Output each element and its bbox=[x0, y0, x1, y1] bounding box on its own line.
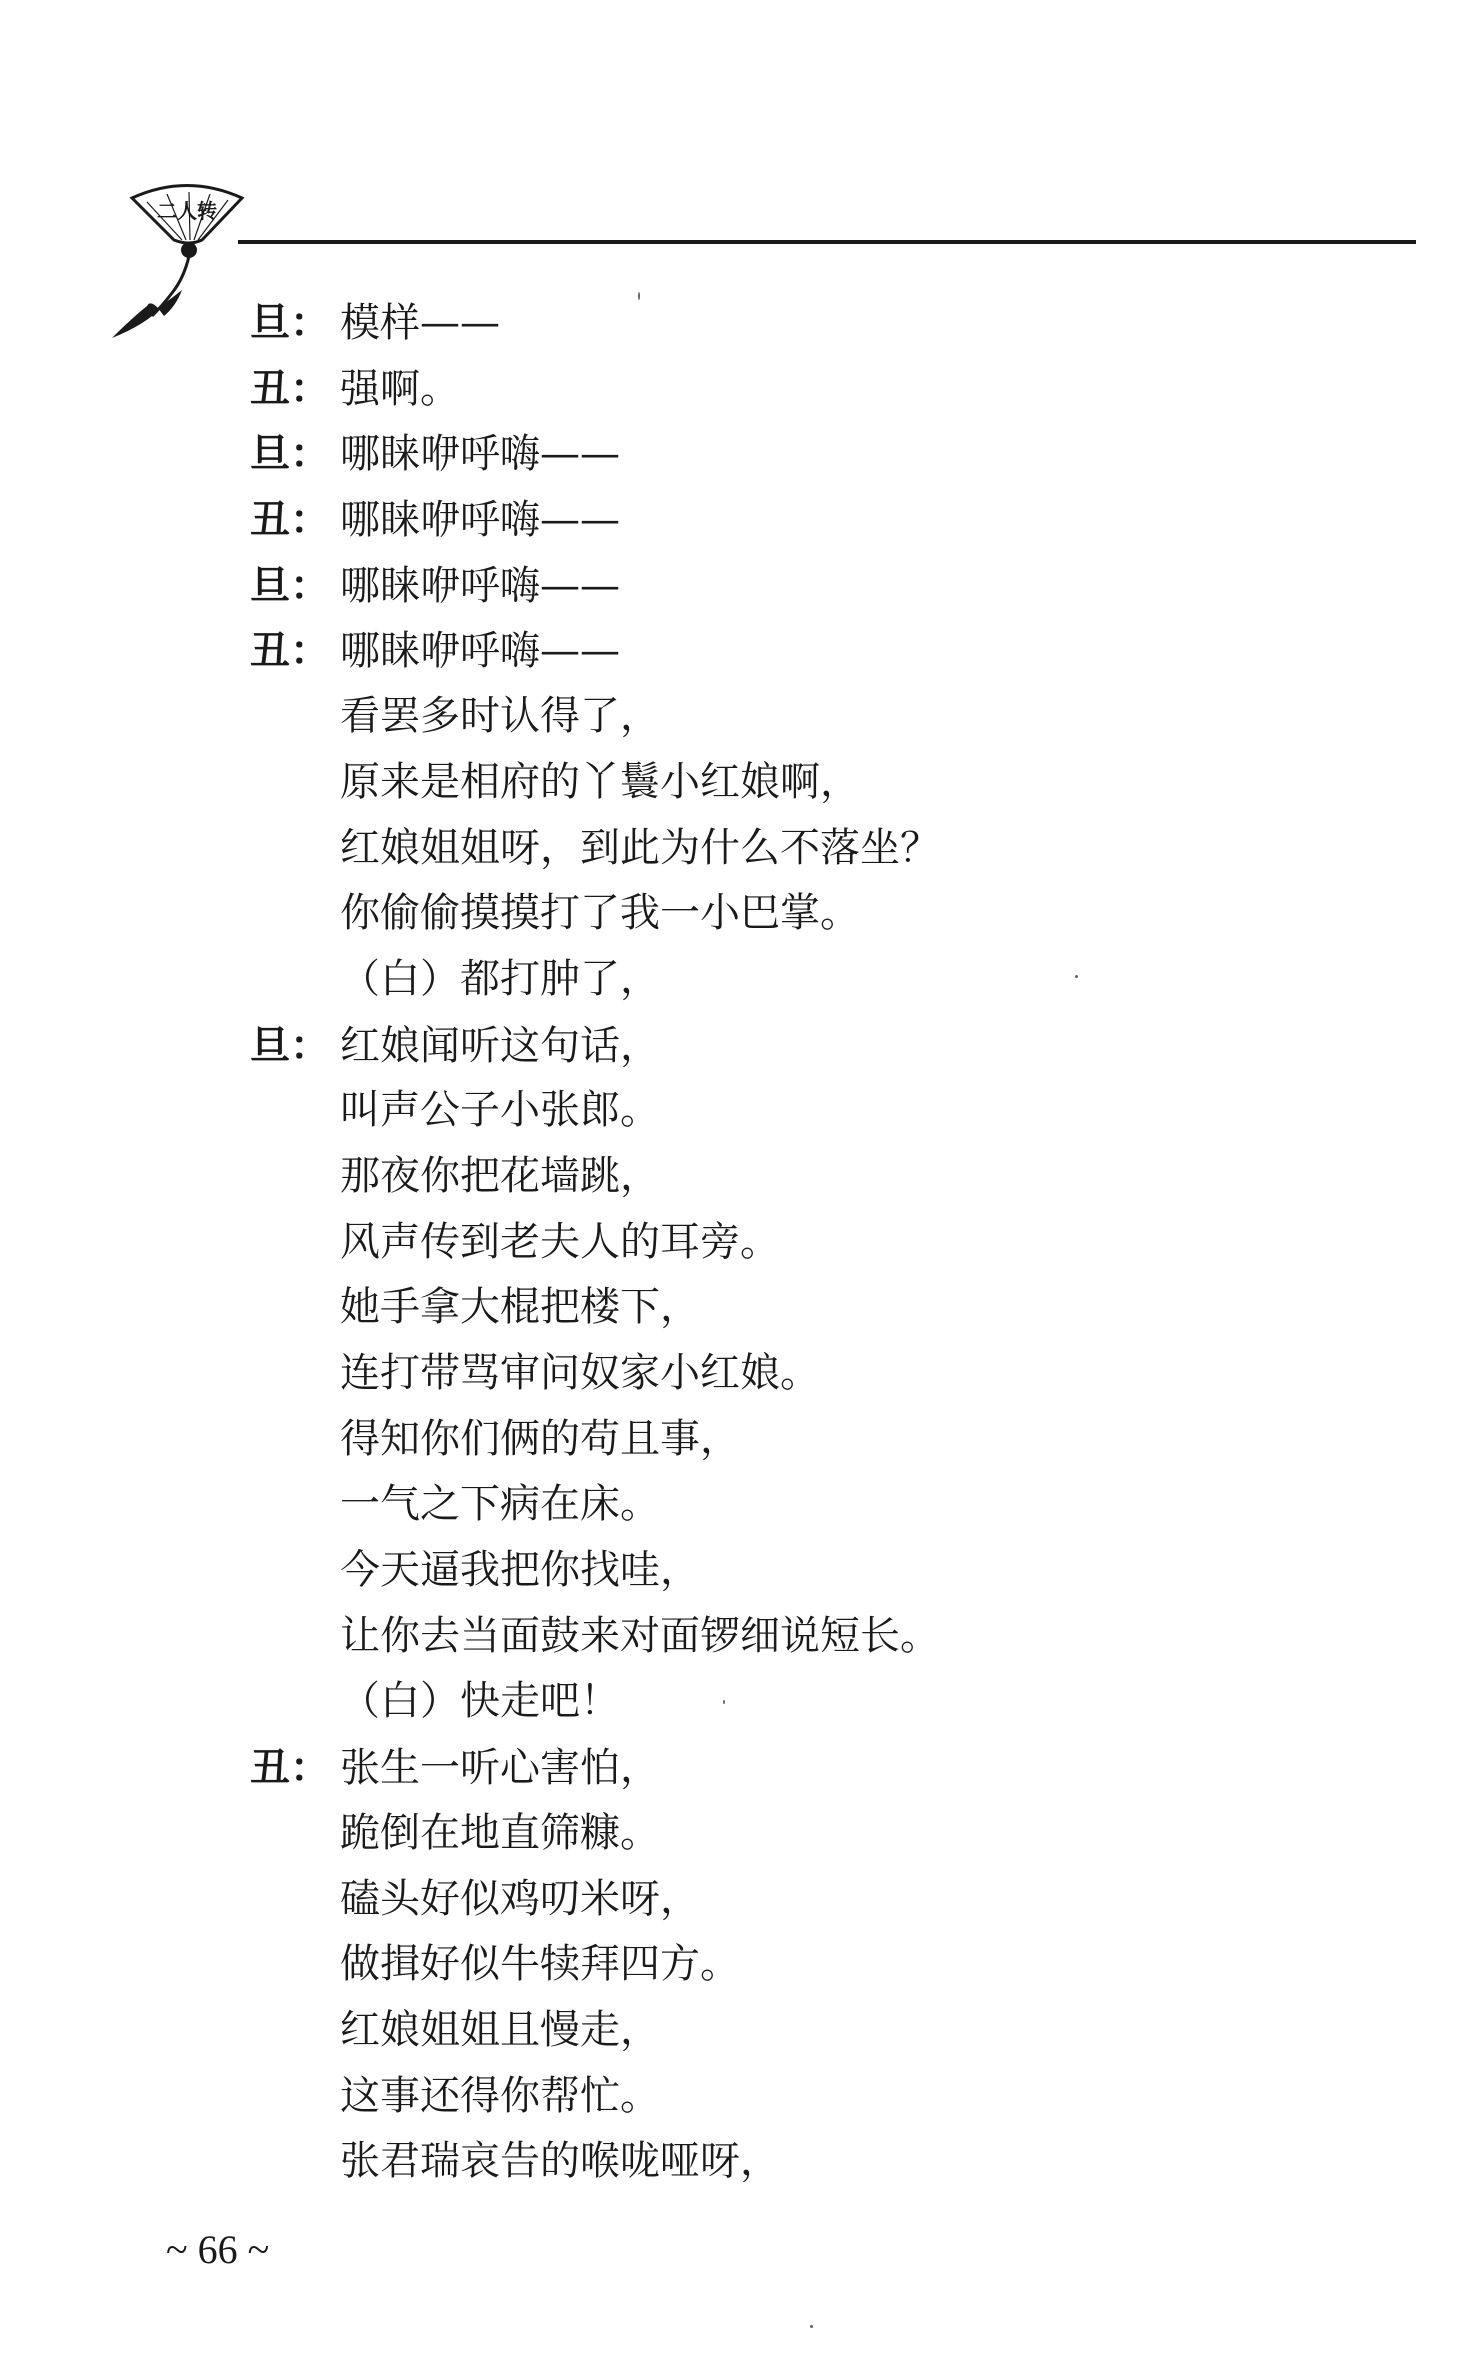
line-text: 模样—— bbox=[340, 300, 500, 346]
line-text: 风声传到老夫人的耳旁。 bbox=[340, 1218, 780, 1265]
script-line bbox=[250, 1144, 1350, 1210]
line-text: 做揖好似牛犊拜四方。 bbox=[340, 1941, 740, 1988]
speaker-label: 旦： bbox=[250, 430, 330, 478]
line-text: 连打带骂审问奴家小红娘。 bbox=[340, 1350, 820, 1396]
emblem-text: 二人转 bbox=[157, 199, 217, 223]
fan-emblem-icon bbox=[92, 178, 272, 358]
script-line bbox=[250, 290, 1350, 356]
line-text: 红娘闻听这句话， bbox=[340, 1022, 660, 1069]
line-text: 那夜你把花墙跳， bbox=[340, 1152, 660, 1199]
speaker-label: 旦： bbox=[250, 561, 330, 609]
line-text: 原来是相府的丫鬟小红娘啊， bbox=[340, 758, 860, 805]
line-text: 红娘姐姐呀，到此为什么不落坐？ bbox=[340, 824, 940, 871]
script-line bbox=[250, 750, 1350, 816]
line-text: 叫声公子小张郎。 bbox=[340, 1087, 660, 1134]
line-text: 一气之下病在床。 bbox=[340, 1481, 660, 1528]
page-number: ~ 66 ~ bbox=[166, 2227, 270, 2272]
script-line bbox=[250, 1538, 1350, 1604]
speaker-label: 丑： bbox=[250, 496, 330, 544]
script-line bbox=[250, 1013, 1350, 1079]
script-line bbox=[250, 1932, 1350, 1998]
speaker-label: 丑： bbox=[250, 364, 330, 412]
line-text: 她手拿大棍把楼下， bbox=[340, 1284, 700, 1331]
script-body bbox=[250, 290, 1350, 2195]
line-text: 张生一听心害怕， bbox=[340, 1745, 660, 1792]
line-text: 你偷偷摸摸打了我一小巴掌。 bbox=[340, 890, 860, 937]
script-line bbox=[250, 816, 1350, 882]
script-line bbox=[250, 1735, 1350, 1801]
script-line bbox=[250, 947, 1350, 1013]
script-line bbox=[250, 1801, 1350, 1867]
script-line bbox=[250, 1998, 1350, 2064]
script-line bbox=[250, 881, 1350, 947]
line-text: 磕头好似鸡叨米呀， bbox=[340, 1875, 700, 1922]
line-text: 跪倒在地直筛糠。 bbox=[340, 1809, 660, 1856]
speaker-label: 旦： bbox=[250, 299, 330, 346]
script-line bbox=[250, 1472, 1350, 1538]
script-line bbox=[250, 1275, 1350, 1341]
scan-speck bbox=[638, 292, 640, 300]
script-line bbox=[250, 553, 1350, 619]
line-text: 哪睐咿呼嗨—— bbox=[340, 562, 620, 609]
scan-speck bbox=[1075, 975, 1078, 978]
script-line bbox=[250, 421, 1350, 487]
script-line bbox=[250, 1341, 1350, 1407]
script-line bbox=[250, 487, 1350, 553]
line-text: 红娘姐姐且慢走， bbox=[340, 2006, 660, 2053]
speaker-label: 丑： bbox=[250, 627, 330, 675]
line-text: 今天逼我把你找哇， bbox=[340, 1547, 700, 1594]
scan-speck bbox=[723, 1700, 725, 1704]
scan-speck bbox=[810, 2325, 813, 2328]
script-line bbox=[250, 356, 1350, 422]
line-text: 得知你们俩的苟且事， bbox=[340, 1415, 740, 1462]
script-line bbox=[250, 1210, 1350, 1276]
speaker-label: 旦： bbox=[250, 1021, 330, 1069]
speaker-label: 丑： bbox=[250, 1744, 330, 1792]
script-line bbox=[250, 1604, 1350, 1670]
script-line bbox=[250, 1078, 1350, 1144]
line-text: 让你去当面鼓来对面锣细说短长。 bbox=[340, 1612, 940, 1659]
script-line bbox=[250, 2064, 1350, 2130]
script-line bbox=[250, 1669, 1350, 1735]
script-line bbox=[250, 684, 1350, 750]
header-rule bbox=[238, 240, 1416, 244]
line-text: （白）快走吧！ bbox=[340, 1678, 620, 1725]
line-text: 张君瑞哀告的喉咙哑呀， bbox=[340, 2138, 780, 2185]
line-text: 看罢多时认得了， bbox=[340, 693, 660, 740]
line-text: 哪睐咿呼嗨—— bbox=[340, 497, 620, 544]
line-text: 这事还得你帮忙。 bbox=[340, 2072, 660, 2119]
line-text: （白）都打肿了， bbox=[340, 955, 660, 1002]
line-text: 强啊。 bbox=[340, 365, 460, 412]
script-line bbox=[250, 618, 1350, 684]
line-text: 哪睐咿呼嗨—— bbox=[340, 431, 620, 478]
script-line bbox=[250, 2129, 1350, 2195]
script-line bbox=[250, 1867, 1350, 1933]
line-text: 哪睐咿呼嗨—— bbox=[340, 628, 620, 675]
script-line bbox=[250, 1407, 1350, 1473]
